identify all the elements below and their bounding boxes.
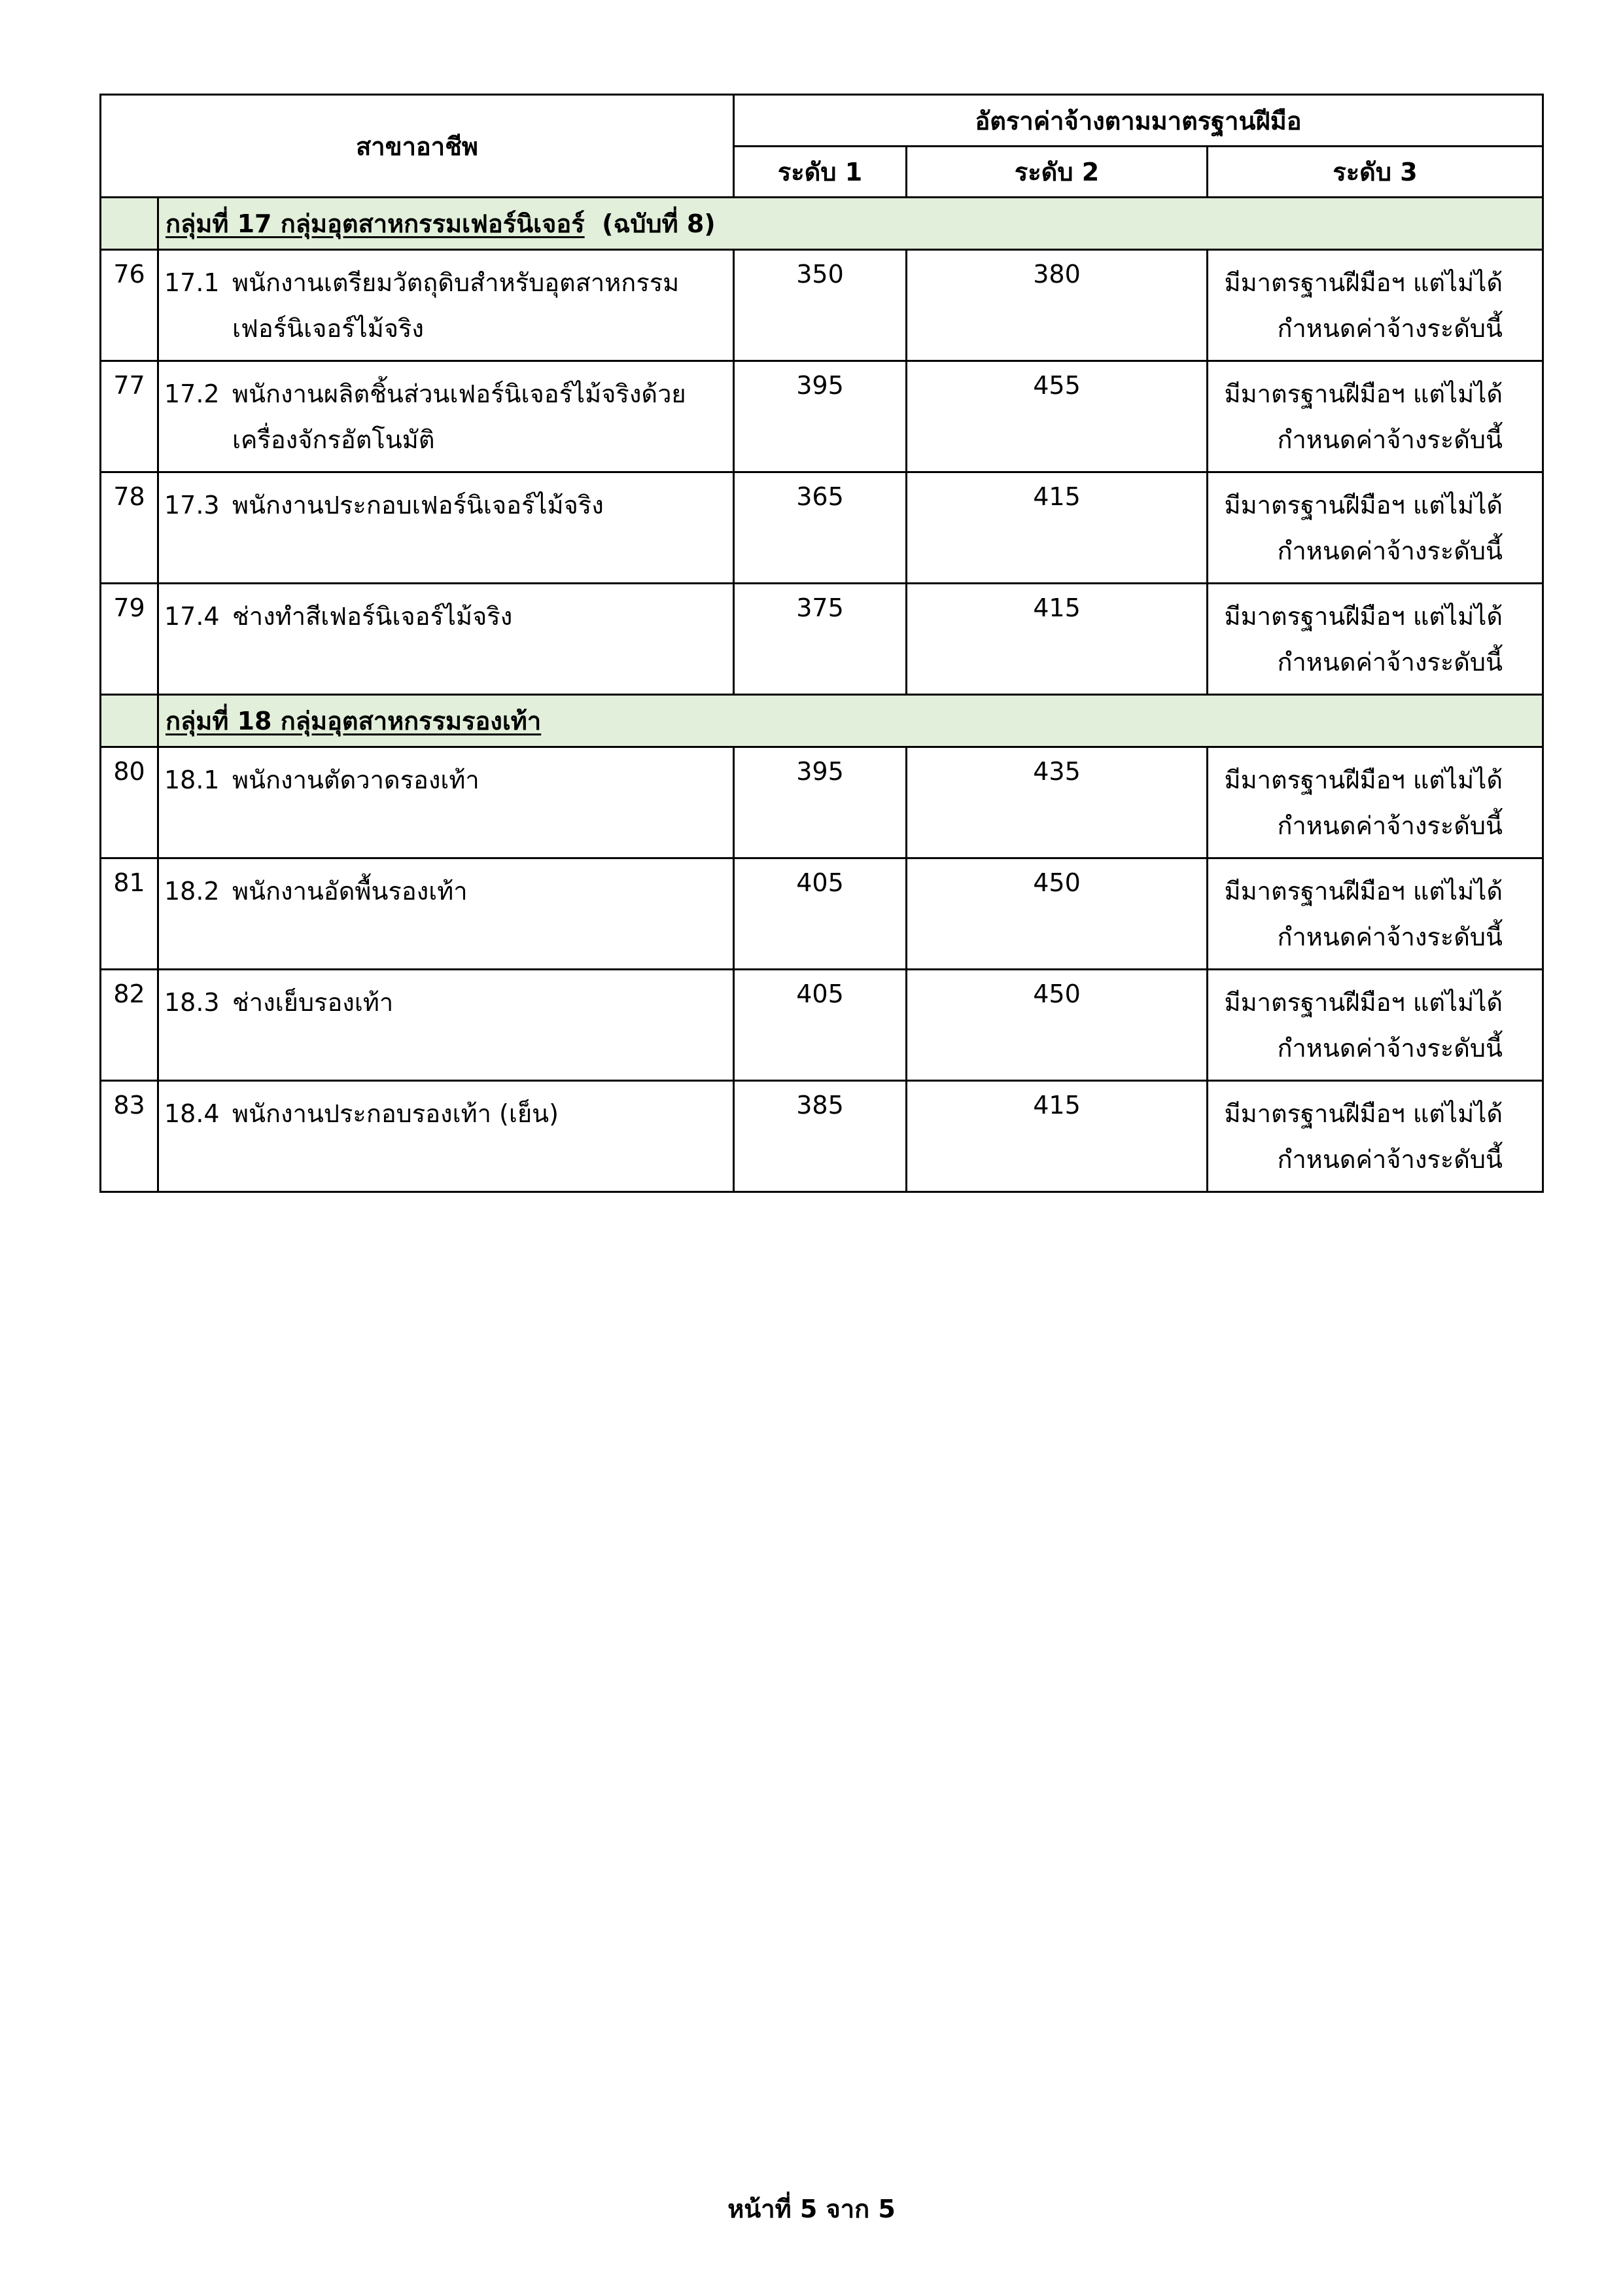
occupation-cell	[158, 584, 734, 695]
table-row	[101, 361, 1543, 472]
level-2-wage: 450	[907, 858, 1208, 970]
level-3-note: มีมาตรฐานฝีมือฯ แต่ไม่ได้ กำหนดค่าจ้างระดับนี้	[1208, 361, 1543, 472]
table-row	[101, 747, 1543, 858]
row-number: 81	[101, 858, 158, 970]
table-row	[101, 250, 1543, 361]
occupation-code: 18.2	[164, 877, 220, 906]
level-1-wage: 405	[734, 970, 907, 1081]
wage-rate-table	[99, 94, 1544, 1193]
level-3-note: มีมาตรฐานฝีมือฯ แต่ไม่ได้ กำหนดค่าจ้างระดับนี้	[1208, 472, 1543, 584]
level-1-wage: 395	[734, 747, 907, 858]
level-3-note: มีมาตรฐานฝีมือฯ แต่ไม่ได้ กำหนดค่าจ้างระดับนี้	[1208, 747, 1543, 858]
occupation-cell	[158, 747, 734, 858]
table-row	[101, 1081, 1543, 1192]
occupation-code: 17.4	[164, 602, 220, 631]
group-title: กลุ่มที่ 18 กลุ่มอุตสาหกรรมรองเท้า	[166, 707, 542, 735]
level-2-header: ระดับ 2	[907, 147, 1208, 198]
level-1-wage: 365	[734, 472, 907, 584]
group-title-cell	[158, 695, 1543, 747]
occupation-name: พนักงานอัดพื้นรองเท้า	[232, 877, 468, 906]
level-3-note: มีมาตรฐานฝีมือฯ แต่ไม่ได้ กำหนดค่าจ้างระดับนี้	[1208, 584, 1543, 695]
level-2-wage: 455	[907, 361, 1208, 472]
table-row	[101, 970, 1543, 1081]
row-number: 77	[101, 361, 158, 472]
table-row	[101, 472, 1543, 584]
level-3-note: มีมาตรฐานฝีมือฯ แต่ไม่ได้ กำหนดค่าจ้างระดับนี้	[1208, 250, 1543, 361]
row-number: 76	[101, 250, 158, 361]
occupation-code: 17.2	[164, 380, 220, 408]
row-number: 80	[101, 747, 158, 858]
table-row	[101, 858, 1543, 970]
occupation-cell	[158, 858, 734, 970]
occupation-cell	[158, 970, 734, 1081]
row-number: 79	[101, 584, 158, 695]
occupation-cell	[158, 1081, 734, 1192]
level-3-note: มีมาตรฐานฝีมือฯ แต่ไม่ได้ กำหนดค่าจ้างระดับนี้	[1208, 1081, 1543, 1192]
group-number-cell	[101, 695, 158, 747]
page-number: หน้าที่ 5 จาก 5	[727, 2195, 896, 2223]
rate-header: อัตราค่าจ้างตามมาตรฐานฝีมือ	[734, 95, 1543, 147]
level-2-wage: 415	[907, 1081, 1208, 1192]
group-number-cell	[101, 198, 158, 250]
level-3-note: มีมาตรฐานฝีมือฯ แต่ไม่ได้ กำหนดค่าจ้างระดับนี้	[1208, 858, 1543, 970]
group-edition: (ฉบับที่ 8)	[602, 209, 716, 238]
level-1-header: ระดับ 1	[734, 147, 907, 198]
occupation-code: 18.1	[164, 766, 220, 794]
row-number: 82	[101, 970, 158, 1081]
table-row	[101, 584, 1543, 695]
level-1-wage: 395	[734, 361, 907, 472]
occupation-name: พนักงานประกอบรองเท้า (เย็น)	[232, 1099, 559, 1128]
group-title-cell	[158, 198, 1543, 250]
level-2-wage: 380	[907, 250, 1208, 361]
occupation-name: พนักงานตัดวาดรองเท้า	[232, 766, 480, 794]
group-row	[101, 695, 1543, 747]
level-3-header: ระดับ 3	[1208, 147, 1543, 198]
level-2-wage: 435	[907, 747, 1208, 858]
occupation-code: 18.4	[164, 1099, 220, 1128]
occupation-name: พนักงานเตรียมวัตถุดิบสำหรับอุตสาหกรรมเฟอร์นิเจอร์ไม้จริง	[232, 268, 680, 343]
occupation-code: 18.3	[164, 988, 220, 1017]
occupation-cell	[158, 361, 734, 472]
level-1-wage: 350	[734, 250, 907, 361]
level-1-wage: 375	[734, 584, 907, 695]
table-body	[101, 198, 1543, 1192]
occupation-cell	[158, 250, 734, 361]
level-2-wage: 415	[907, 584, 1208, 695]
occupation-name: ช่างทำสีเฟอร์นิเจอร์ไม้จริง	[232, 602, 513, 631]
occupation-name: พนักงานประกอบเฟอร์นิเจอร์ไม้จริง	[232, 491, 604, 520]
occupation-code: 17.1	[164, 268, 220, 297]
level-2-wage: 415	[907, 472, 1208, 584]
level-3-note: มีมาตรฐานฝีมือฯ แต่ไม่ได้ กำหนดค่าจ้างระดับนี้	[1208, 970, 1543, 1081]
occupation-name: ช่างเย็บรองเท้า	[232, 988, 394, 1017]
row-number: 83	[101, 1081, 158, 1192]
occupation-code: 17.3	[164, 491, 220, 520]
row-number: 78	[101, 472, 158, 584]
level-1-wage: 385	[734, 1081, 907, 1192]
group-row	[101, 198, 1543, 250]
group-title: กลุ่มที่ 17 กลุ่มอุตสาหกรรมเฟอร์นิเจอร์	[166, 209, 585, 238]
level-2-wage: 450	[907, 970, 1208, 1081]
occupation-header: สาขาอาชีพ	[101, 95, 734, 198]
occupation-name: พนักงานผลิตชิ้นส่วนเฟอร์นิเจอร์ไม้จริงด้วยเครื่องจักรอัตโนมัติ	[232, 380, 686, 454]
occupation-cell	[158, 472, 734, 584]
level-1-wage: 405	[734, 858, 907, 970]
